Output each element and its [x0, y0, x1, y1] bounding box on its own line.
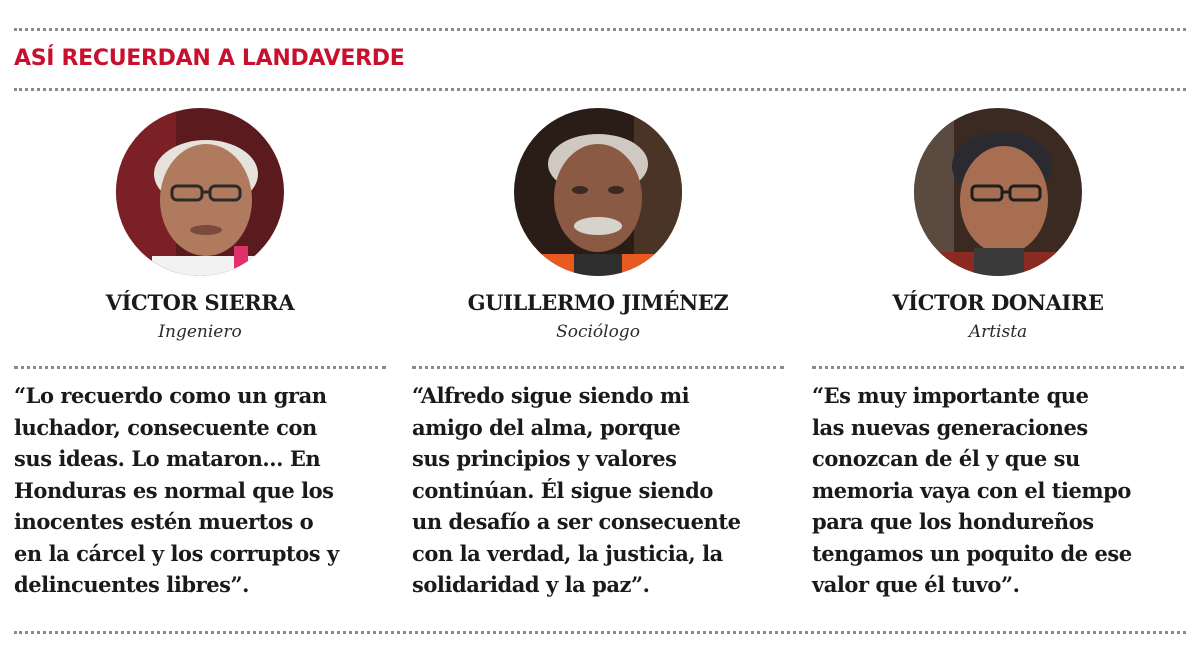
person-name: VÍCTOR SIERRA [105, 290, 295, 315]
quote-line: Honduras es normal que los [14, 477, 334, 503]
person-role: Ingeniero [158, 322, 242, 342]
portrait-photo [116, 108, 284, 276]
quote-line: “Es muy importante que [812, 383, 1089, 408]
column-divider [812, 366, 1184, 369]
quote-line: continúan. Él sigue siendo [412, 477, 713, 503]
top-divider [14, 28, 1186, 31]
quote-line: un desafío a ser consecuente [412, 509, 741, 534]
portrait-photo [514, 108, 682, 276]
portrait-photo [914, 108, 1082, 276]
quote-line: para que los hondureños [812, 509, 1094, 534]
quote-line: memoria vaya con el tiempo [812, 477, 1131, 503]
quote-line: en la cárcel y los corruptos y [14, 540, 339, 566]
quote-line: sus ideas. Lo mataron... En [14, 446, 321, 471]
portrait-illustration [116, 108, 284, 276]
quote-line: tengamos un poquito de ese [812, 540, 1132, 566]
quote-line: “Alfredo sigue siendo mi [412, 383, 690, 408]
column-divider [412, 366, 784, 369]
portrait-illustration [914, 108, 1082, 276]
section-heading: ASÍ RECUERDAN A LANDAVERDE [14, 46, 405, 71]
quote-line: conozcan de él y que su [812, 446, 1080, 471]
heading-divider [14, 88, 1186, 91]
quote-line: solidaridad y la paz”. [412, 572, 650, 597]
quote-text [812, 380, 1188, 601]
portrait-illustration [514, 108, 682, 276]
quote-text [14, 380, 390, 601]
person-name: VÍCTOR DONAIRE [892, 290, 1104, 315]
quote-line: luchador, consecuente con [14, 414, 317, 440]
person-name: GUILLERMO JIMÉNEZ [467, 290, 729, 315]
quote-line: amigo del alma, porque [412, 414, 681, 440]
person-role: Artista [968, 322, 1028, 342]
bottom-divider [14, 631, 1186, 634]
quote-line: valor que él tuvo”. [812, 572, 1020, 597]
quote-text [412, 380, 788, 601]
quote-line: “Lo recuerdo como un gran [14, 383, 327, 408]
person-role: Sociólogo [556, 322, 640, 342]
column-divider [14, 366, 386, 369]
quote-line: las nuevas generaciones [812, 414, 1088, 440]
quote-line: sus principios y valores [412, 446, 677, 471]
quote-line: con la verdad, la justicia, la [412, 540, 723, 566]
quote-line: delincuentes libres”. [14, 572, 249, 597]
quote-line: inocentes estén muertos o [14, 509, 314, 534]
